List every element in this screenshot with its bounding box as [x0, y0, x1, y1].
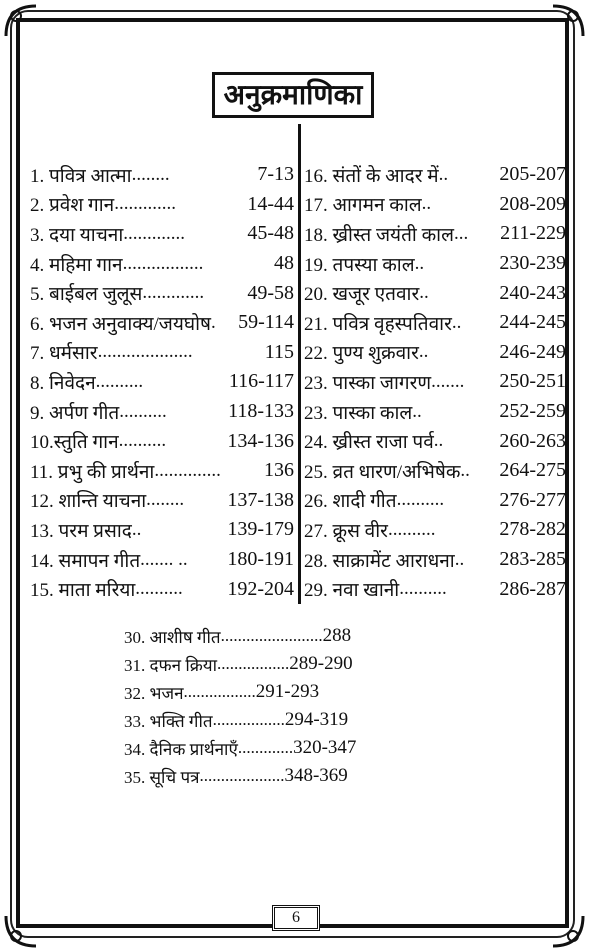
toc-entry-label: 23. पास्का जागरण	[304, 372, 432, 394]
toc-entry	[30, 219, 294, 249]
toc-entry	[304, 219, 566, 249]
toc-entry	[304, 574, 566, 604]
toc-entry-label: 15. माता मरिया	[30, 580, 136, 602]
toc-entry-leader: .................	[183, 682, 256, 701]
toc-entry-leader: ..........	[119, 400, 167, 422]
toc-entry	[124, 678, 424, 706]
toc-entry	[30, 338, 294, 368]
toc-entry-label: 22. पुण्य शुक्रवार	[304, 343, 419, 365]
toc-entry-pages: 250-251	[499, 370, 566, 393]
toc-entry	[304, 249, 566, 279]
toc-entry-pages: 45-48	[247, 222, 294, 245]
toc-entry-label: 5. बाईबल जुलूस	[30, 284, 143, 306]
toc-bottom-list	[124, 622, 424, 790]
toc-entry-leader: .............	[237, 738, 294, 757]
toc-entry-pages: 7-13	[257, 163, 294, 186]
toc-entry	[124, 622, 424, 650]
toc-entry	[30, 574, 294, 604]
toc-entry-label: 25. व्रत धारण/अभिषेक	[304, 461, 461, 483]
toc-entry-leader: .................	[217, 654, 290, 673]
toc-entry-leader: ..	[418, 341, 429, 363]
toc-entry-pages: 240-243	[499, 281, 566, 304]
toc-entry-label: 6. भजन अनुवाक्य/जयघोष	[30, 313, 212, 335]
toc-entry	[304, 486, 566, 516]
toc-entry-pages: 14-44	[247, 192, 294, 215]
toc-entry-pages: 276-277	[499, 488, 566, 511]
toc-entry	[304, 397, 566, 427]
toc-entry	[30, 278, 294, 308]
toc-entry-label: 14. समापन गीत	[30, 550, 141, 572]
toc-entry-leader: ..	[414, 252, 425, 274]
toc-entry-label: 9. अर्पण गीत	[30, 402, 120, 424]
toc-entry-label: 16. संतों के आदर में	[304, 165, 439, 187]
toc-entry-leader: .................	[122, 252, 204, 274]
toc-entry-label: 12. शान्ति याचना	[30, 491, 147, 513]
toc-entry	[124, 734, 424, 762]
toc-entry-label: 1. पवित्र आत्मा	[30, 165, 132, 187]
toc-entry	[30, 515, 294, 545]
toc-entry-leader: ..........	[399, 578, 447, 600]
toc-entry-leader: ..	[433, 430, 444, 452]
toc-entry	[124, 706, 424, 734]
toc-entry	[30, 397, 294, 427]
toc-entry-label: 11. प्रभु की प्रार्थना	[30, 461, 155, 483]
toc-entry-leader: ...	[453, 222, 469, 244]
toc-entry-leader: .............	[123, 222, 186, 244]
toc-entry-leader: ..........	[387, 518, 436, 540]
toc-entry-pages: 118-133	[228, 400, 294, 423]
toc-entry-pages: 134-136	[227, 429, 294, 452]
toc-entry-label: 21. पवित्र वृहस्पतिवार	[304, 313, 452, 335]
toc-entry-leader: ..............	[154, 459, 221, 481]
toc-entry	[304, 456, 566, 486]
toc-entry-pages: 348-369	[284, 765, 348, 786]
toc-entry-label: 7. धर्मसार	[30, 343, 98, 365]
toc-entry-label: 10.स्तुति गान	[30, 432, 119, 454]
toc-entry-leader: ..	[412, 400, 422, 422]
toc-entry-pages: 320-347	[293, 737, 357, 758]
toc-entry-pages: 278-282	[499, 518, 566, 541]
toc-entry	[124, 762, 424, 790]
toc-entry-leader: ..........	[135, 578, 183, 600]
toc-entry-pages: 283-285	[499, 548, 566, 571]
toc-entry-label: 19. तपस्या काल	[304, 254, 415, 276]
toc-entry-label: 13. परम प्रसाद	[30, 520, 132, 542]
toc-entry-label: 30. आशीष गीत	[124, 627, 221, 647]
toc-entry-leader: ....................	[97, 341, 193, 363]
toc-entry	[304, 308, 566, 338]
toc-entry-label: 20. खजूर एतवार	[304, 284, 420, 306]
toc-entry	[304, 278, 566, 308]
toc-entry-pages: 115	[264, 340, 294, 363]
toc-entry-leader: ........................	[220, 626, 323, 645]
toc-entry-label: 35. सूचि पत्र	[124, 767, 200, 787]
toc-entry-leader: .............	[142, 282, 205, 304]
corner-ornament-bottom-left	[2, 910, 42, 950]
toc-entry-label: 26. शादी गीत	[304, 491, 397, 513]
toc-entry-leader: ........	[146, 489, 185, 511]
toc-entry-pages: 48	[274, 252, 294, 275]
toc-entry-label: 29. नवा खानी	[304, 580, 400, 602]
corner-ornament-top-right	[547, 2, 587, 42]
toc-entry-pages: 260-263	[499, 429, 566, 452]
toc-entry-label: 3. दया याचना	[30, 224, 124, 246]
toc-entry-pages: 139-179	[227, 518, 294, 541]
toc-entry	[30, 249, 294, 279]
toc-entry-label: 18. ख्रीस्त जयंती काल	[304, 224, 454, 246]
toc-entry-leader: .................	[212, 710, 285, 729]
toc-entry-leader: ..........	[396, 489, 445, 511]
toc-entry	[30, 426, 294, 456]
toc-entry	[304, 338, 566, 368]
toc-left-column	[30, 160, 294, 604]
toc-entry-pages: 230-239	[499, 252, 566, 275]
toc-entry	[304, 160, 566, 190]
toc-entry-leader: ....................	[199, 766, 285, 785]
toc-entry-pages: 137-138	[227, 488, 294, 511]
toc-entry-pages: 246-249	[499, 340, 566, 363]
toc-entry	[304, 190, 566, 220]
toc-entry	[30, 367, 294, 397]
toc-entry-pages: 288	[322, 625, 352, 646]
toc-entry	[30, 190, 294, 220]
toc-entry-leader: ........	[131, 163, 170, 185]
toc-entry	[30, 160, 294, 190]
toc-entry-pages: 264-275	[499, 459, 566, 482]
toc-entry-label: 24. ख्रीस्त राजा पर्व	[304, 432, 434, 454]
toc-entry-leader: ....... ..	[140, 548, 188, 570]
toc-entry-label: 4. महिमा गान	[30, 254, 123, 276]
toc-entry-pages: 192-204	[227, 577, 294, 600]
toc-entry-pages: 294-319	[284, 709, 349, 730]
toc-entry-leader: .	[211, 311, 216, 333]
toc-entry-leader: ..	[451, 311, 462, 333]
toc-right-column	[304, 160, 566, 604]
toc-entry-leader: ..........	[95, 370, 144, 392]
toc-entry	[124, 650, 424, 678]
toc-entry	[304, 545, 566, 575]
toc-entry-pages: 59-114	[238, 311, 294, 334]
column-divider	[298, 124, 301, 604]
toc-entry-leader: ..	[131, 518, 142, 540]
toc-entry-label: 8. निवेदन	[30, 372, 96, 394]
toc-entry-pages: 49-58	[247, 281, 294, 304]
toc-entry	[304, 515, 566, 545]
toc-entry-label: 23. पास्का काल	[304, 402, 413, 424]
toc-entry-leader: ..........	[118, 430, 167, 452]
toc-entry-label: 34. दैनिक प्रार्थनाएँ	[124, 739, 238, 759]
toc-entry-leader: ..	[438, 163, 449, 185]
toc-entry-leader: ..	[454, 548, 465, 570]
toc-entry-label: 27. क्रूस वीर	[304, 520, 388, 542]
toc-entry-leader: ..	[419, 282, 429, 304]
toc-entry	[30, 486, 294, 516]
toc-entry-pages: 211-229	[500, 222, 566, 245]
toc-entry-label: 32. भजन	[124, 683, 184, 703]
toc-entry-pages: 208-209	[499, 192, 566, 215]
toc-entry	[30, 308, 294, 338]
toc-entry-label: 33. भक्ति गीत	[124, 711, 213, 731]
toc-entry-pages: 244-245	[499, 311, 566, 334]
toc-entry-label: 17. आगमन काल	[304, 195, 422, 217]
toc-entry-pages: 136	[264, 459, 294, 482]
page-number: 6	[272, 905, 320, 931]
page-title: अनुक्रमाणिका	[212, 72, 374, 118]
toc-entry	[304, 367, 566, 397]
toc-entry	[30, 545, 294, 575]
toc-entry-leader: ..	[460, 459, 470, 481]
toc-entry-leader: ..	[421, 193, 432, 215]
toc-entry-pages: 289-290	[289, 653, 353, 674]
toc-entry	[304, 426, 566, 456]
toc-entry-label: 28. साक्रामेंट आराधना	[304, 550, 455, 572]
toc-entry-leader: .......	[431, 370, 465, 392]
toc-entry-pages: 180-191	[227, 548, 294, 571]
toc-entry-pages: 116-117	[228, 370, 294, 393]
toc-entry-pages: 291-293	[255, 681, 320, 702]
corner-ornament-bottom-right	[547, 910, 587, 950]
toc-entry-label: 2. प्रवेश गान	[30, 195, 115, 217]
toc-entry-pages: 205-207	[499, 163, 566, 186]
toc-entry	[30, 456, 294, 486]
toc-entry-pages: 286-287	[499, 577, 566, 600]
toc-entry-label: 31. दफन क्रिया	[124, 655, 218, 675]
toc-entry-leader: .............	[114, 193, 176, 215]
toc-entry-pages: 252-259	[499, 400, 566, 423]
corner-ornament-top-left	[2, 2, 42, 42]
